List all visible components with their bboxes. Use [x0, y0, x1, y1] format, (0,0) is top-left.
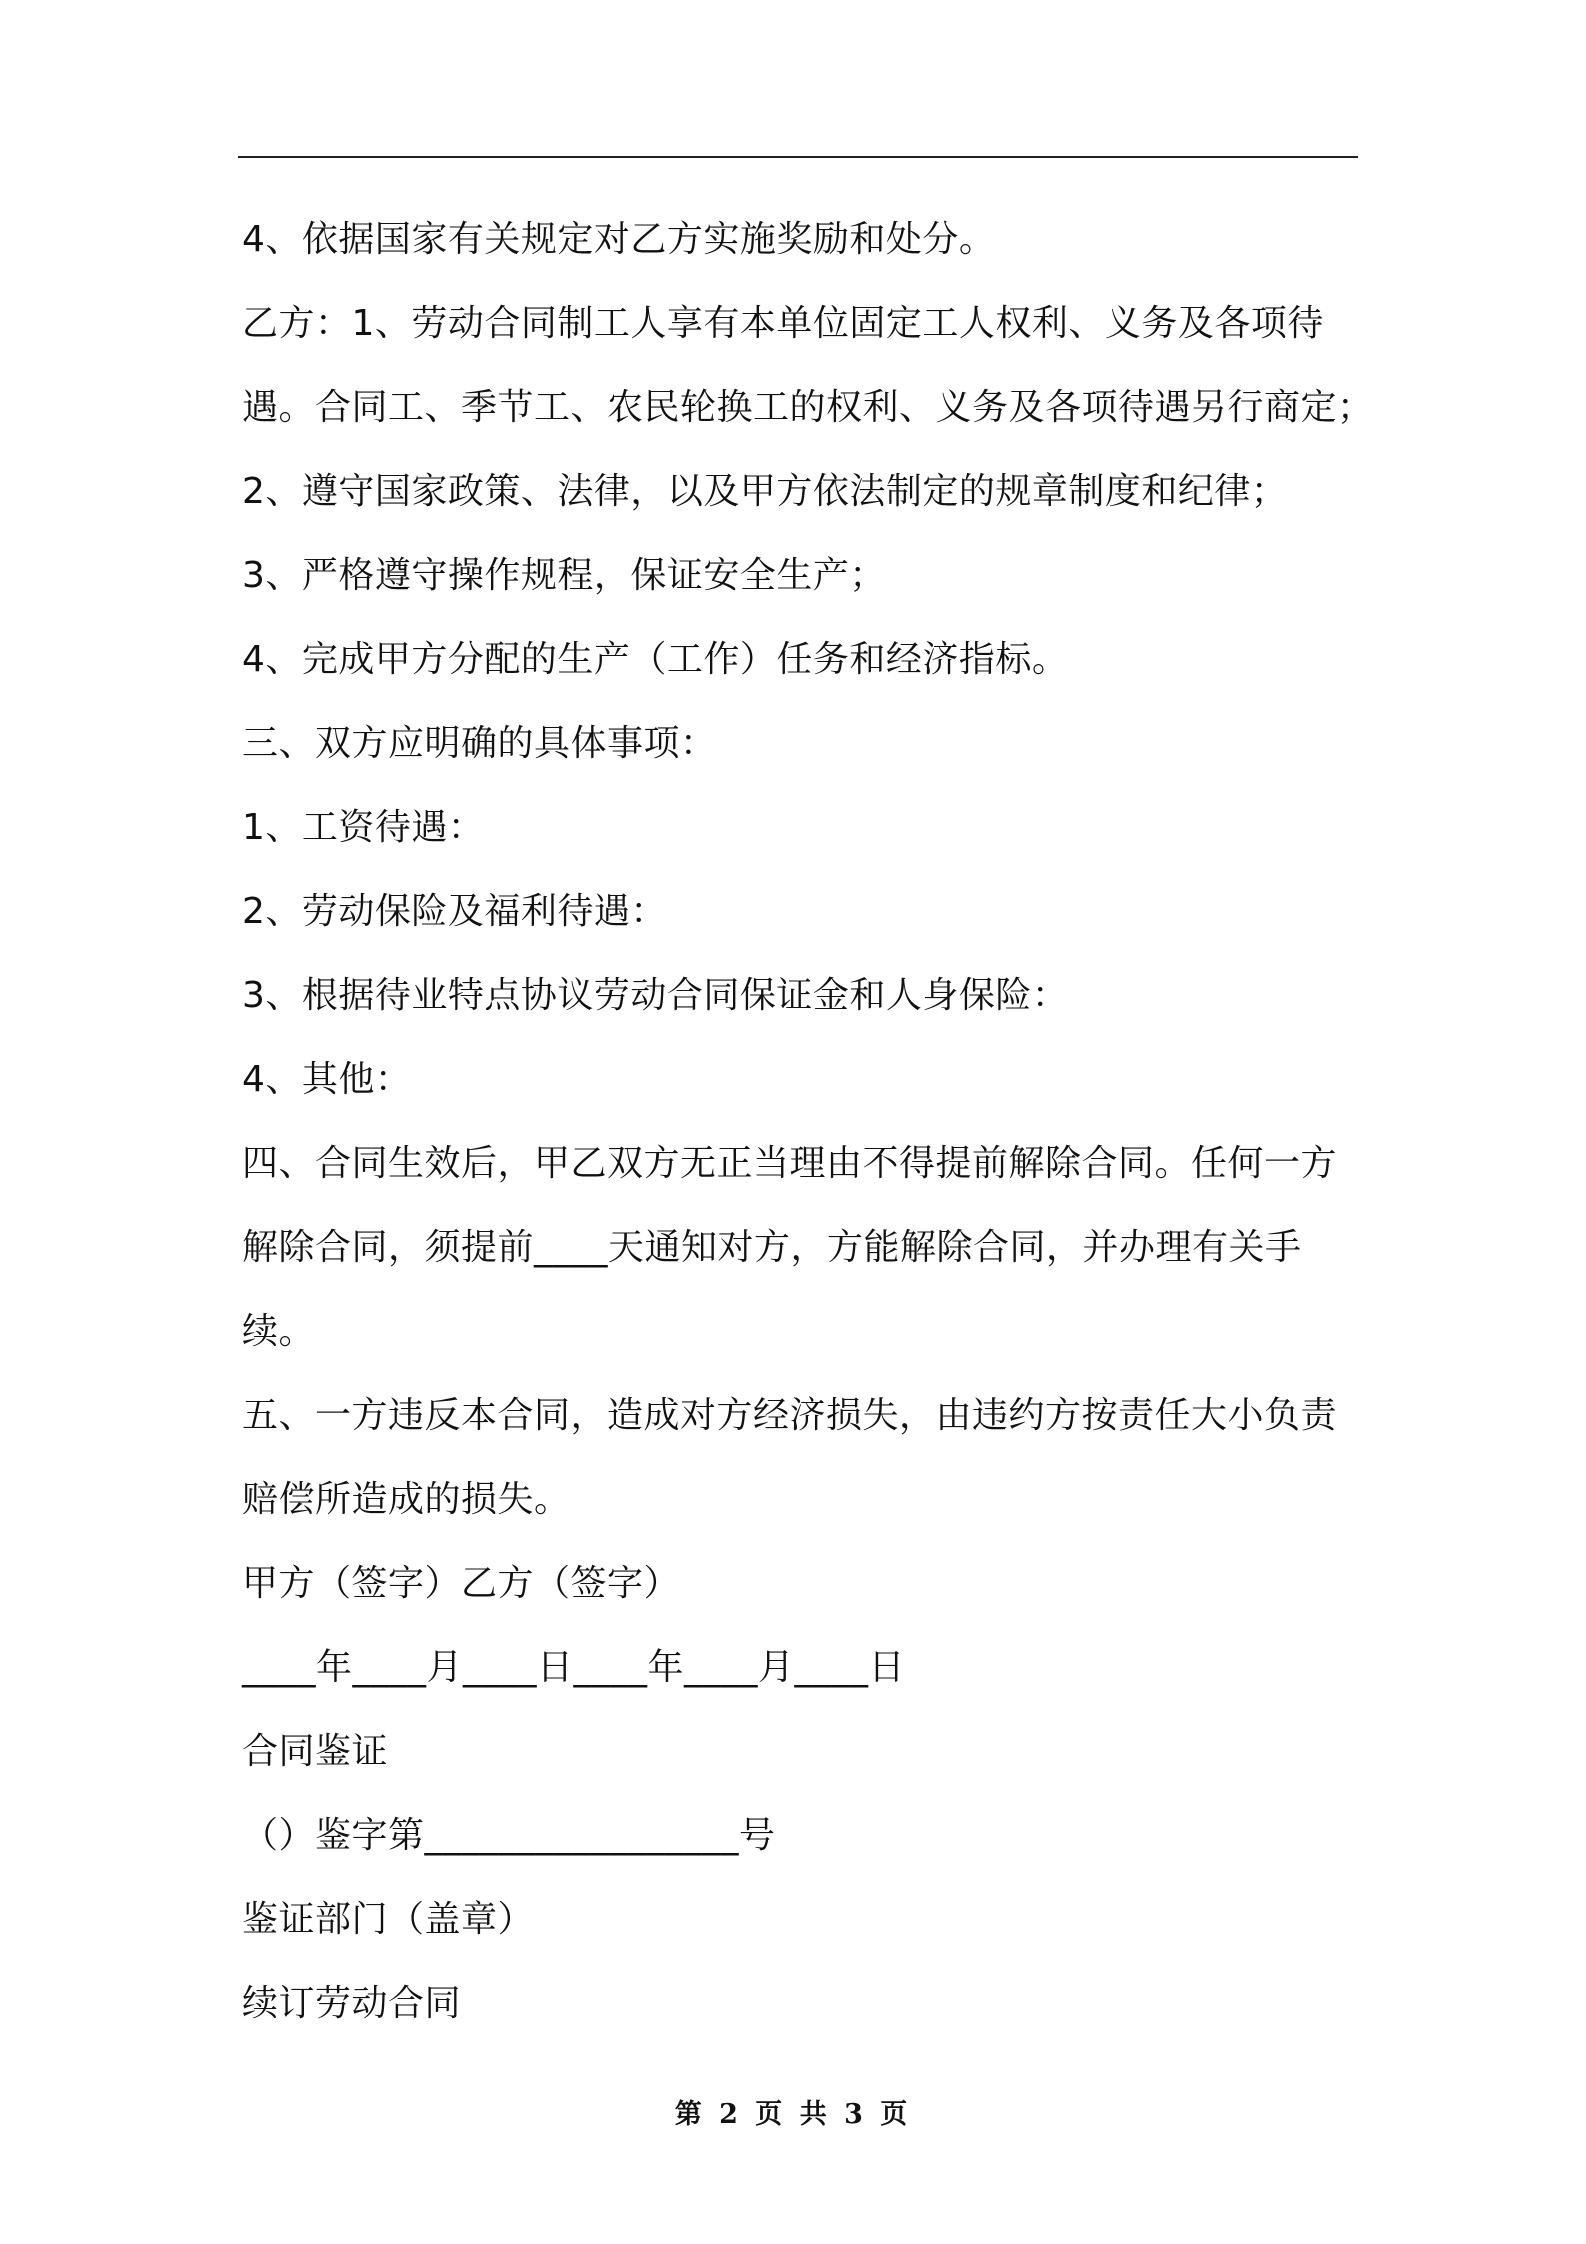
- certification-department-line: 鉴证部门（盖章）: [242, 1899, 535, 1940]
- text-line: 3、根据待业特点协议劳动合同保证金和人身保险：: [242, 975, 1069, 1016]
- certification-number-line: （）鉴字第_________________号: [242, 1815, 776, 1856]
- text-line: 五、一方违反本合同，造成对方经济损失，由违约方按责任大小负责: [242, 1395, 1338, 1436]
- signature-line: 甲方（签字）乙方（签字）: [242, 1563, 681, 1604]
- document-body: [242, 198, 1372, 2046]
- text-line: 4、依据国家有关规定对乙方实施奖励和处分。: [242, 219, 996, 260]
- text-line: 解除合同，须提前____天通知对方，方能解除合同，并办理有关手: [242, 1227, 1302, 1268]
- text-line: 3、严格遵守操作规程，保证安全生产；: [242, 555, 886, 596]
- text-line: 1、工资待遇：: [242, 807, 485, 848]
- text-line: 四、合同生效后，甲乙双方无正当理由不得提前解除合同。任何一方: [242, 1143, 1338, 1184]
- page-number: 第 2 页 共 3 页: [674, 2099, 912, 2130]
- section-heading: 合同鉴证: [242, 1731, 389, 1772]
- header-rule: [238, 156, 1358, 158]
- text-line: 乙方：1、劳动合同制工人享有本单位固定工人权利、义务及各项待: [242, 303, 1324, 344]
- text-line: 4、完成甲方分配的生产（工作）任务和经济指标。: [242, 639, 1069, 680]
- text-line: 4、其他：: [242, 1059, 412, 1100]
- text-line: 三、双方应明确的具体事项：: [242, 723, 717, 764]
- text-line: 2、遵守国家政策、法律，以及甲方依法制定的规章制度和纪律；: [242, 471, 1288, 512]
- section-heading: 续订劳动合同: [242, 1983, 462, 2024]
- text-line: 续。: [242, 1311, 316, 1352]
- text-line: 2、劳动保险及福利待遇：: [242, 891, 667, 932]
- text-line: 遇。合同工、季节工、农民轮换工的权利、义务及各项待遇另行商定；: [242, 387, 1374, 428]
- text-line: 赔偿所造成的损失。: [242, 1479, 571, 1520]
- date-line: ____年____月____日____年____月____日: [242, 1647, 906, 1688]
